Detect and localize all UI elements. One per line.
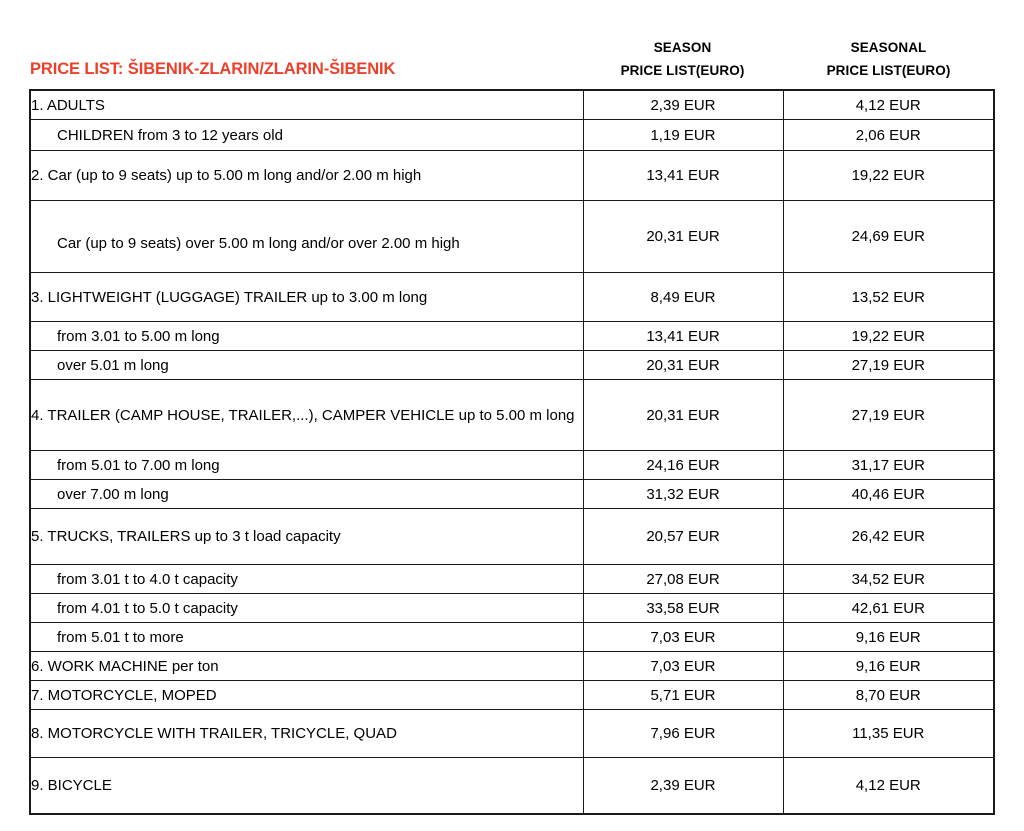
row-description: Car (up to 9 seats) over 5.00 m long and/or over 2.00 m high (30, 201, 583, 273)
table-row (30, 120, 994, 151)
table-row (30, 90, 994, 120)
row-season-price: 20,31 EUR (583, 201, 783, 273)
table-row (30, 710, 994, 758)
row-season-price: 33,58 EUR (583, 594, 783, 623)
column-headers (582, 36, 994, 82)
row-season-price: 20,57 EUR (583, 509, 783, 565)
table-row (30, 151, 994, 201)
column-header-seasonal (783, 36, 994, 82)
row-description: from 5.01 t to more (30, 623, 583, 652)
row-description: from 4.01 t to 5.0 t capacity (30, 594, 583, 623)
table-row (30, 351, 994, 380)
row-seasonal-price: 4,12 EUR (783, 758, 994, 815)
row-description: 8. MOTORCYCLE WITH TRAILER, TRICYCLE, QUAD (30, 710, 583, 758)
table-row (30, 480, 994, 509)
row-seasonal-price: 8,70 EUR (783, 681, 994, 710)
row-season-price: 7,96 EUR (583, 710, 783, 758)
row-seasonal-price: 19,22 EUR (783, 151, 994, 201)
row-description: from 3.01 to 5.00 m long (30, 322, 583, 351)
row-seasonal-price: 31,17 EUR (783, 451, 994, 480)
price-table (29, 89, 995, 815)
row-description: over 7.00 m long (30, 480, 583, 509)
row-season-price: 2,39 EUR (583, 758, 783, 815)
row-seasonal-price: 26,42 EUR (783, 509, 994, 565)
row-description: 7. MOTORCYCLE, MOPED (30, 681, 583, 710)
row-seasonal-price: 27,19 EUR (783, 380, 994, 451)
column-header-season (582, 36, 783, 82)
row-season-price: 13,41 EUR (583, 151, 783, 201)
row-season-price: 1,19 EUR (583, 120, 783, 151)
price-table-container (29, 89, 993, 815)
table-row (30, 380, 994, 451)
row-seasonal-price: 2,06 EUR (783, 120, 994, 151)
row-description: 3. LIGHTWEIGHT (LUGGAGE) TRAILER up to 3.00 m long (30, 273, 583, 322)
row-seasonal-price: 11,35 EUR (783, 710, 994, 758)
column-header-seasonal-line2: PRICE LIST(EURO) (826, 63, 951, 78)
row-season-price: 24,16 EUR (583, 451, 783, 480)
row-seasonal-price: 19,22 EUR (783, 322, 994, 351)
row-description: 6. WORK MACHINE per ton (30, 652, 583, 681)
table-row (30, 594, 994, 623)
row-seasonal-price: 34,52 EUR (783, 565, 994, 594)
row-season-price: 2,39 EUR (583, 90, 783, 120)
row-season-price: 20,31 EUR (583, 351, 783, 380)
row-description: 4. TRAILER (CAMP HOUSE, TRAILER,...), CAMPER VEHICLE up to 5.00 m long (30, 380, 583, 451)
row-description: 5. TRUCKS, TRAILERS up to 3 t load capacity (30, 509, 583, 565)
row-season-price: 31,32 EUR (583, 480, 783, 509)
row-description: 1. ADULTS (30, 90, 583, 120)
row-description: CHILDREN from 3 to 12 years old (30, 120, 583, 151)
row-description: over 5.01 m long (30, 351, 583, 380)
row-seasonal-price: 9,16 EUR (783, 652, 994, 681)
table-row (30, 565, 994, 594)
row-season-price: 7,03 EUR (583, 652, 783, 681)
row-seasonal-price: 42,61 EUR (783, 594, 994, 623)
row-seasonal-price: 4,12 EUR (783, 90, 994, 120)
row-description: from 5.01 to 7.00 m long (30, 451, 583, 480)
column-header-season-line2: PRICE LIST(EURO) (620, 63, 745, 78)
row-description: 2. Car (up to 9 seats) up to 5.00 m long and/or 2.00 m high (30, 151, 583, 201)
row-seasonal-price: 24,69 EUR (783, 201, 994, 273)
column-header-season-line1: SEASON (653, 40, 712, 55)
table-row (30, 623, 994, 652)
row-seasonal-price: 9,16 EUR (783, 623, 994, 652)
column-header-seasonal-line1: SEASONAL (850, 40, 927, 55)
row-seasonal-price: 27,19 EUR (783, 351, 994, 380)
row-season-price: 5,71 EUR (583, 681, 783, 710)
table-row (30, 451, 994, 480)
row-season-price: 7,03 EUR (583, 623, 783, 652)
row-seasonal-price: 13,52 EUR (783, 273, 994, 322)
row-seasonal-price: 40,46 EUR (783, 480, 994, 509)
table-row (30, 273, 994, 322)
row-description: 9. BICYCLE (30, 758, 583, 815)
table-row (30, 652, 994, 681)
table-row (30, 322, 994, 351)
table-row (30, 681, 994, 710)
row-season-price: 13,41 EUR (583, 322, 783, 351)
table-row (30, 758, 994, 815)
row-description: from 3.01 t to 4.0 t capacity (30, 565, 583, 594)
table-row (30, 201, 994, 273)
page-title: PRICE LIST: ŠIBENIK-ZLARIN/ZLARIN-ŠIBENIK (30, 60, 396, 78)
row-season-price: 8,49 EUR (583, 273, 783, 322)
row-season-price: 20,31 EUR (583, 380, 783, 451)
table-row (30, 509, 994, 565)
row-season-price: 27,08 EUR (583, 565, 783, 594)
